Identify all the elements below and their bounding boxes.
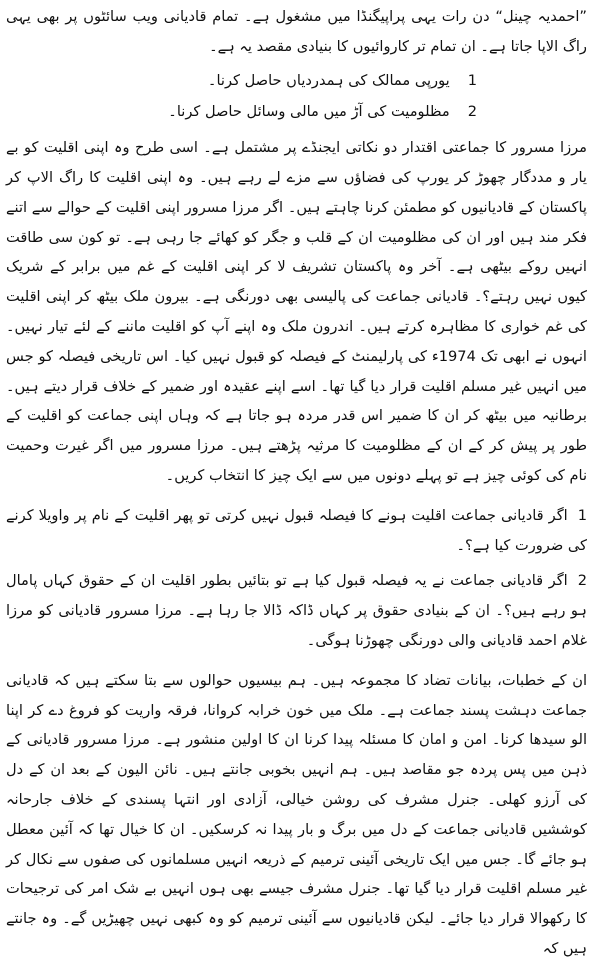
goal-number: 2 xyxy=(467,103,477,121)
goal-number: 1 xyxy=(467,71,477,89)
question-item xyxy=(6,566,587,655)
question-number: 2 xyxy=(577,572,587,590)
question-item xyxy=(6,501,587,561)
question-text: اگر قادیانی جماعت اقلیت ہونے کا فیصلہ قبول نہیں کرتی تو پھر اقلیت کے نام پر واویلا کرنے کی ضرورت کیا ہے؟۔ xyxy=(6,506,587,554)
goal-item xyxy=(6,97,587,127)
goal-text: یورپی ممالک کی ہمدردیاں حاصل کرنا۔ xyxy=(207,71,450,89)
body-paragraph: ان کے خطبات، بیانات تضاد کا مجموعہ ہیں۔ ہم بیسیوں حوالوں سے بتا سکتے ہیں کہ قادیانی جماعت دہشت پسند جماعت ہے۔ ملک میں خون خرابہ کروانا، فرقہ واریت کو فروغ دے کر اپنا الو سیدھا کرنا۔ امن و امان کا مسئلہ پیدا کرنا ان کا اولین منشور ہے۔ مرزا مسرور قادیانی کے ذہن میں پس پردہ جو مقاصد ہیں۔ ہم انہیں بخوبی جانتے ہیں۔ نائن الیون کے بعد ان کے دل کی آرزو کھلی۔ جنرل مشرف کی روشن خیالی، آزادی اور انتہا پسندی کے خلاف جارحانہ کوششیں قادیانی جماعت کے دل میں برگ و بار پیدا نہ کرسکیں۔ ان کا خیال تھا کہ آئین معطل ہو جائے گا۔ جس میں ایک تاریخی آئینی ترمیم کے ذریعہ انہیں مسلمانوں کی صفوں سے نکال کر غیر مسلم اقلیت قرار دیا گیا تھا۔ جنرل مشرف جیسے بھی ہوں انہیں بے شک امر کی ترجیحات کا رکھوالا قرار دیا جائے۔ لیکن قادیانیوں سے آئینی ترمیم کو وہ کبھی نہیں چھیڑیں گے۔ وہ جانتے ہیں کہ xyxy=(6,671,587,957)
goal-item xyxy=(6,66,587,96)
body-paragraph: مرزا مسرور کا جماعتی اقتدار دو نکاتی ایجنڈے پر مشتمل ہے۔ اسی طرح وہ اپنی اقلیت کو بے یار و مددگار چھوڑ کر یورپ کی فضاؤں سے مزے لے رہے ہیں۔ وہ اپنی اقلیت کا راگ الاپ کر پاکستان کے قادیانیوں کو مطمئن کرنا چاہتے ہیں۔ اگر مرزا مسرور اپنی اقلیت کے حوالے سے اتنے فکر مند ہیں اور ان کی مظلومیت ان کے قلب و جگر کو کھائے جا رہی ہے۔ تو کون سی طاقت انہیں روکے بیٹھی ہے۔ آخر وہ پاکستان تشریف لا کر اپنی اقلیت کے غم میں برابر کے شریک کیوں نہیں رہتے؟۔ قادیانی جماعت کی پالیسی بھی دورنگی ہے۔ بیرون ملک بیٹھ کر اپنی اقلیت کی غم خواری کا مظاہرہ کرتے ہیں۔ اندرون ملک وہ اپنے آپ کو اقلیت ماننے کے لئے تیار نہیں۔ انہوں نے ابھی تک 1974ء کی پارلیمنٹ کے فیصلہ کو قبول نہیں کیا۔ اس تاریخی فیصلہ کو جس میں انہیں غیر مسلم اقلیت قرار دیا گیا تھا۔ اسے اپنے عقیدہ اور ضمیر کے خلاف قرار دیتے ہیں۔ برطانیہ میں بیٹھ کر ان کا ضمیر اس قدر مردہ ہو جاتا ہے کہ وہاں اپنی جماعت کو اقلیت کے طور پر پیش کر کے ان کے مظلومیت کا مرثیہ پڑھتے ہیں۔ مرزا مسرور میں اگر غیرت وحمیت نام کی کوئی چیز ہے تو پہلے دونوں میں سے ایک چیز کا انتخاب کریں۔ xyxy=(6,139,587,484)
intro-paragraph: ”احمدیہ چینل“ دن رات یہی پراپیگنڈا میں مشغول ہے۔ تمام قادیانی ویب سائٹوں پر بھی یہی راگ الاپا جاتا ہے۔ ان تمام تر کاروائیوں کا بنیادی مقصد یہ ہے۔ xyxy=(6,8,587,55)
question-text: اگر قادیانی جماعت نے یہ فیصلہ قبول کیا ہے تو بتائیں بطور اقلیت ان کے حقوق کہاں پامال ہو رہے ہیں؟۔ ان کے بنیادی حقوق پر کہاں ڈاکہ ڈالا جا رہا ہے۔ مرزا مسرور قادیانی کو مرزا غلام احمد قادیانی والی دورنگی چھوڑنا ہوگی۔ xyxy=(6,572,587,649)
goal-text: مظلومیت کی آڑ میں مالی وسائل حاصل کرنا۔ xyxy=(168,103,450,121)
question-number: 1 xyxy=(577,506,587,524)
